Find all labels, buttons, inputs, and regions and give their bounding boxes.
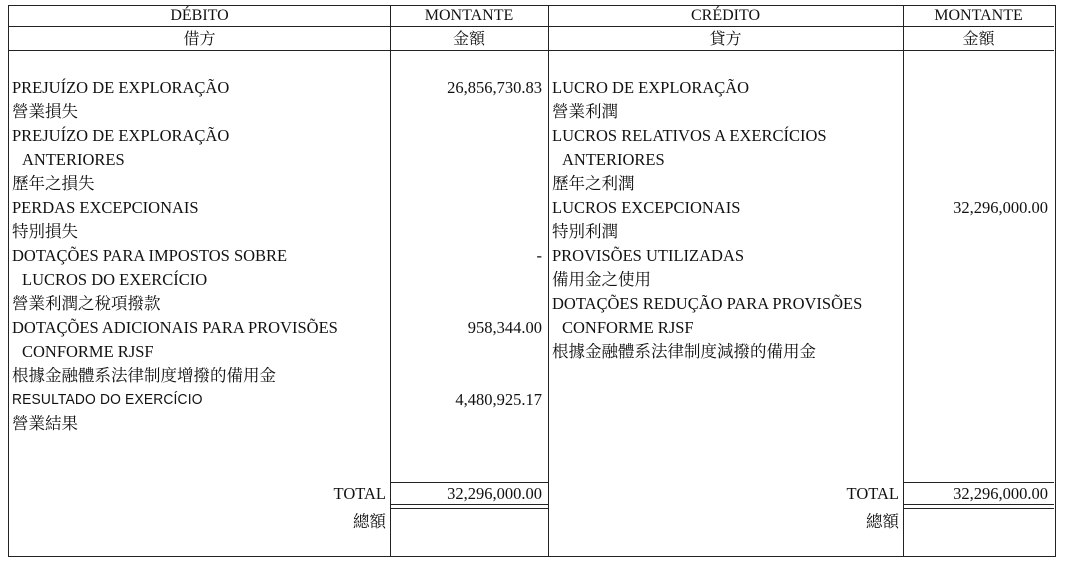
header-amount-right-zh: 金額 <box>962 31 995 48</box>
debit-amount: 26,856,730.83 <box>447 78 542 97</box>
debit-amount: 958,344.00 <box>467 318 542 337</box>
total-line-right-top <box>903 482 1054 483</box>
header-divider-bottom <box>9 50 1054 51</box>
total-label-left-pt: TOTAL <box>333 484 386 503</box>
total-line-left-double-1 <box>390 504 548 505</box>
header-credit-zh: 貸方 <box>709 31 742 48</box>
debit-line: PREJUÍZO DE EXPLORAÇÃO <box>12 126 230 145</box>
header-amount-left-zh: 金額 <box>452 31 485 48</box>
credit-line: PROVISÕES UTILIZADAS <box>552 246 745 265</box>
header-amount-right-pt: MONTANTE <box>934 7 1023 24</box>
credit-line: LUCROS RELATIVOS A EXERCÍCIOS <box>552 126 827 145</box>
credit-line: CONFORME RJSF <box>562 318 694 337</box>
balance-sheet-table <box>8 5 1056 557</box>
total-value-left: 32,296,000.00 <box>447 484 542 503</box>
total-line-right-double-1 <box>903 504 1054 505</box>
debit-line: 特別損失 <box>12 222 78 241</box>
debit-line: CONFORME RJSF <box>22 342 154 361</box>
total-line-right-double-2 <box>903 508 1054 509</box>
debit-line: 根據金融體系法律制度增撥的備用金 <box>12 366 276 385</box>
credit-line: 營業利潤 <box>552 102 618 121</box>
debit-line: PERDAS EXCEPCIONAIS <box>12 198 199 217</box>
total-value-right: 32,296,000.00 <box>953 484 1048 503</box>
debit-line: ANTERIORES <box>22 150 125 169</box>
credit-line: 特別利潤 <box>552 222 618 241</box>
total-label-right-zh: 總額 <box>866 512 899 531</box>
debit-amount: 4,480,925.17 <box>455 390 542 409</box>
header-debit-pt: DÉBITO <box>170 7 229 24</box>
credit-line: DOTAÇÕES REDUÇÃO PARA PROVISÕES <box>552 294 863 313</box>
header-divider-top <box>9 26 1054 27</box>
debit-line: DOTAÇÕES PARA IMPOSTOS SOBRE <box>12 246 288 265</box>
credit-line: 根據金融體系法律制度減撥的備用金 <box>552 342 816 361</box>
credit-line: 歷年之利潤 <box>552 174 635 193</box>
credit-line: LUCROS EXCEPCIONAIS <box>552 198 741 217</box>
debit-line: DOTAÇÕES ADICIONAIS PARA PROVISÕES <box>12 318 338 337</box>
credit-line: LUCRO DE EXPLORAÇÃO <box>552 78 750 97</box>
credit-line: 備用金之使用 <box>552 270 651 289</box>
debit-line: LUCROS DO EXERCÍCIO <box>22 270 208 289</box>
debit-line: RESULTADO DO EXERCÍCIO <box>12 391 203 408</box>
column-divider-2 <box>548 6 549 556</box>
debit-line: 營業利潤之稅項撥款 <box>12 294 161 313</box>
credit-line: ANTERIORES <box>562 150 665 169</box>
total-label-right-pt: TOTAL <box>846 484 899 503</box>
credit-amount: 32,296,000.00 <box>953 198 1048 217</box>
debit-line: 歷年之損失 <box>12 174 95 193</box>
debit-line: 營業損失 <box>12 102 78 121</box>
total-line-left-top <box>390 482 548 483</box>
total-label-left-zh: 總額 <box>353 512 386 531</box>
debit-line: PREJUÍZO DE EXPLORAÇÃO <box>12 78 230 97</box>
header-credit-pt: CRÉDITO <box>690 7 761 24</box>
header-debit-zh: 借方 <box>183 31 216 48</box>
total-line-left-double-2 <box>390 508 548 509</box>
header-amount-left-pt: MONTANTE <box>424 7 514 24</box>
column-divider-3 <box>903 6 904 556</box>
debit-amount: - <box>536 246 542 265</box>
debit-line: 營業結果 <box>12 414 78 433</box>
